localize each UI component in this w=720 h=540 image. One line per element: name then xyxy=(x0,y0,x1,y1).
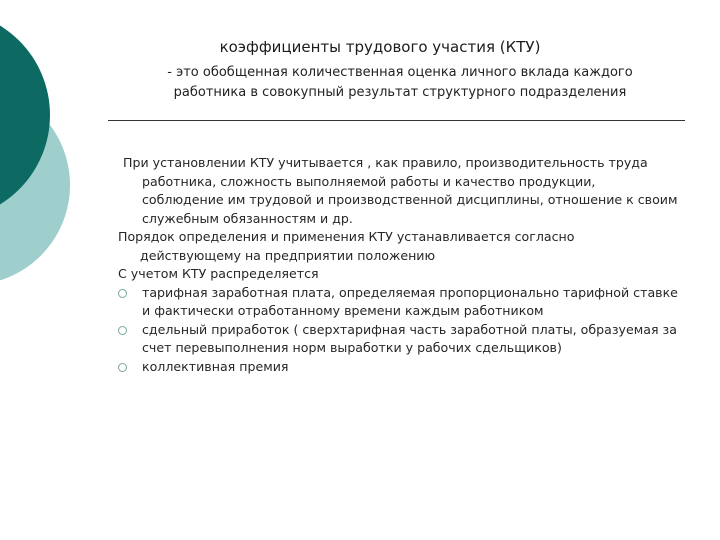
circle-bullet-icon xyxy=(118,363,127,372)
subtitle-line-2: работника в совокупный результат структурного подразделения xyxy=(173,85,627,100)
list-item xyxy=(118,358,678,377)
paragraph-factors: При установлении КТУ учитывается , как правило, производительность труда работника, сложность выполняемой работы и качество продукции, соблюдение им трудовой и производственной дисциплины, отношение к своим служебным обязанностям и др. xyxy=(123,155,678,226)
divider-line xyxy=(108,120,685,121)
list-item xyxy=(118,284,678,321)
decorative-circles xyxy=(0,0,120,300)
list-item-text: сдельный приработок ( сверхтарифная часть заработной платы, образуемая за счет перевыполнения норм выработки у рабочих сдельщиков) xyxy=(142,321,677,355)
list-item-text: коллективная премия xyxy=(142,358,289,374)
body-text xyxy=(118,154,678,376)
paragraph-distribution: С учетом КТУ распределяется xyxy=(118,266,319,281)
circle-bullet-icon xyxy=(118,326,127,335)
list-item xyxy=(118,321,678,358)
paragraph-procedure: Порядок определения и применения КТУ устанавливается согласно действующему на предприятии положению xyxy=(118,229,575,263)
circle-bullet-icon xyxy=(118,289,127,298)
list-item-text: тарифная заработная плата, определяемая пропорционально тарифной ставке и фактически отработанному времени каждым работником xyxy=(142,284,678,318)
definition-subtitle xyxy=(110,63,690,103)
subtitle-line-1: - это обобщенная количественная оценка личного вклада каждого xyxy=(167,65,633,80)
slide-title: коэффициенты трудового участия (КТУ) xyxy=(219,38,541,56)
